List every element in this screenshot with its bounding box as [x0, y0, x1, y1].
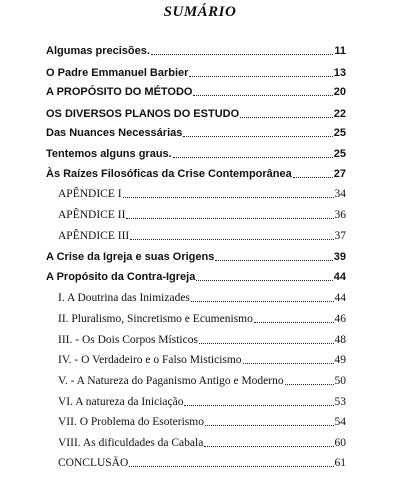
toc-entry [58, 229, 346, 243]
toc-entry-page: 11 [334, 45, 346, 57]
toc-entry-label: Algumas precisões. [46, 45, 150, 57]
leader-dots [285, 374, 334, 385]
toc-entry-page: 44 [334, 292, 346, 304]
toc-entry [58, 333, 346, 347]
leader-dots [199, 333, 334, 344]
leader-dots [193, 85, 332, 96]
toc-entry-page: 37 [334, 230, 346, 242]
toc-entry-page: 20 [333, 86, 346, 98]
toc-entry-label: Das Nuances Necessárias [46, 127, 183, 139]
toc-entry [46, 85, 346, 99]
toc-entry-label: IV. - O Verdadeiro e o Falso Misticismo [58, 354, 242, 366]
toc-entry [46, 250, 346, 264]
toc-entry [58, 456, 346, 470]
toc-entry-page: 54 [334, 416, 346, 428]
leader-dots [151, 44, 333, 55]
toc-entry-page: 44 [333, 271, 346, 283]
toc-entry [58, 208, 346, 222]
toc-entry-page: 34 [334, 188, 346, 200]
toc-entry-label: I. A Doutrina das Inimizades [58, 292, 190, 304]
toc-entry-page: 48 [334, 334, 346, 346]
leader-dots [243, 353, 334, 364]
leader-dots [189, 66, 332, 77]
leader-dots [196, 270, 332, 281]
toc-entry-label: APÊNDICE III [58, 230, 130, 242]
toc-entry-label: VI. A natureza da Iniciação [58, 396, 184, 408]
toc-entry [46, 66, 346, 80]
leader-dots [129, 456, 333, 467]
leader-dots [240, 107, 333, 118]
toc-entry [58, 436, 346, 450]
leader-dots [126, 208, 333, 219]
leader-dots [130, 229, 333, 240]
toc-entry-label: CONCLUSÃO [58, 457, 129, 469]
leader-dots [293, 167, 333, 178]
toc-entry-page: 25 [333, 127, 346, 139]
toc-entry [58, 353, 346, 367]
toc-entry [58, 187, 346, 201]
toc-entry-label: V. - A Natureza do Paganismo Antigo e Moderno [58, 375, 284, 387]
toc-entry [58, 374, 346, 388]
toc-entry [46, 126, 346, 140]
toc-entry-label: VII. O Problema do Esoterismo [58, 416, 204, 428]
toc-entry-label: A Crise da Igreja e suas Origens [46, 251, 215, 263]
leader-dots [254, 312, 334, 323]
toc-entry-page: 36 [334, 209, 346, 221]
toc-entry [46, 107, 346, 121]
toc-entry-label: APÊNDICE II [58, 209, 126, 221]
toc-entry-label: II. Pluralismo, Sincretismo e Ecumenismo [58, 313, 253, 325]
leader-dots [191, 291, 334, 302]
toc-entry-page: 22 [333, 108, 346, 120]
leader-dots [123, 187, 334, 198]
leader-dots [173, 147, 333, 158]
toc-entry [58, 291, 346, 305]
toc-entry-label: Às Raízes Filosóficas da Crise Contemporânea [46, 168, 292, 180]
leader-dots [205, 415, 334, 426]
toc-entry [46, 44, 346, 58]
toc-entry-page: 25 [333, 148, 346, 160]
toc-entry-page: 53 [334, 396, 346, 408]
leader-dots [215, 250, 332, 261]
toc-entry-label: APÊNDICE I [58, 188, 122, 200]
page-title: SUMÁRIO [163, 4, 237, 20]
toc-entry [58, 395, 346, 409]
toc-entry [58, 312, 346, 326]
toc-entry-page: 27 [333, 168, 346, 180]
toc-entry [46, 167, 346, 181]
toc-entry-page: 49 [334, 354, 346, 366]
toc-entry [58, 415, 346, 429]
leader-dots [184, 395, 333, 406]
toc-entry-page: 50 [334, 375, 346, 387]
toc-entry-label: OS DIVERSOS PLANOS DO ESTUDO [46, 108, 240, 120]
toc-entry-label: III. - Os Dois Corpos Místicos [58, 334, 198, 346]
toc-entry-page: 13 [333, 67, 346, 79]
toc-entry-label: A Propósito da Contra-Igreja [46, 271, 196, 283]
leader-dots [204, 436, 333, 447]
leader-dots [183, 126, 332, 137]
toc-entry-label: VIII. As dificuldades da Cabala [58, 437, 204, 449]
toc-entry [46, 147, 346, 161]
toc-entry-page: 60 [334, 437, 346, 449]
toc-entry [46, 270, 346, 284]
toc-entry-label: A PROPÓSITO DO MÉTODO [46, 86, 193, 98]
toc-entry-page: 39 [333, 251, 346, 263]
toc-entry-label: O Padre Emmanuel Barbier [46, 67, 189, 79]
toc-entry-page: 61 [334, 457, 346, 469]
toc-entry-page: 46 [334, 313, 346, 325]
toc-entry-label: Tentemos alguns graus. [46, 148, 172, 160]
